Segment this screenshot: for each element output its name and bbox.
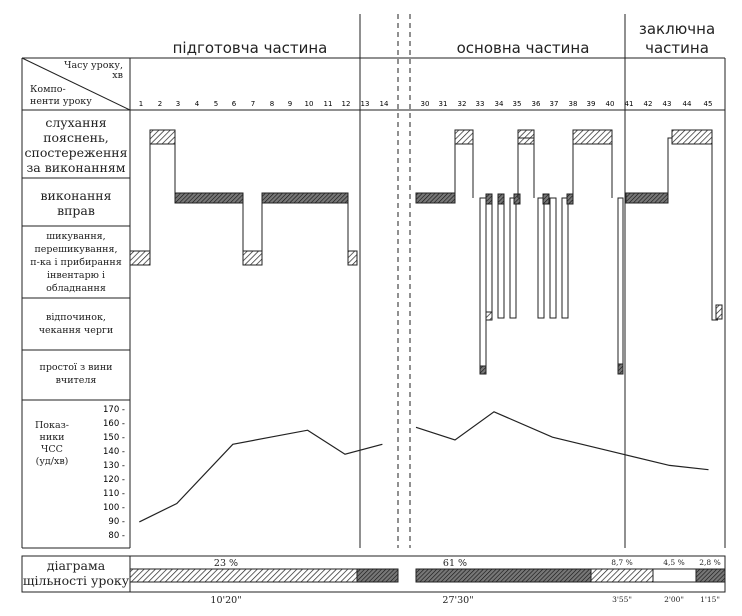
hr-tick-100: 100 - [103, 503, 125, 513]
tick-14: 14 [379, 100, 389, 108]
tick-6: 6 [231, 100, 237, 108]
hr-axis [103, 405, 125, 541]
exercise-block-3 [416, 193, 455, 203]
density-time-c: 1'15" [700, 595, 720, 604]
tick-44: 44 [682, 100, 692, 108]
hr-tick-140: 140 - [103, 447, 125, 457]
density-bar-c [696, 569, 725, 582]
section-main: основна частина [456, 39, 590, 57]
density-label-1: діаграма [46, 558, 106, 573]
density-pct-prep: 23 % [213, 558, 239, 569]
tick-39: 39 [586, 100, 596, 108]
tick-12: 12 [341, 100, 351, 108]
tick-7: 7 [250, 100, 256, 108]
row-rest-label [39, 312, 113, 336]
hr-tick-90: 90 - [108, 517, 125, 527]
corner-components-label: Компо- [30, 84, 66, 95]
svg-text:ники: ники [39, 432, 65, 443]
section-final-line1: заключна [638, 20, 716, 38]
tick-35: 35 [512, 100, 522, 108]
tick-13: 13 [360, 100, 370, 108]
tick-4: 4 [194, 100, 200, 108]
activity-timeline-right [416, 130, 722, 374]
break-lines [398, 14, 410, 548]
row-hr-label [35, 420, 69, 467]
section-final-line2: частина [645, 39, 709, 57]
tick-5: 5 [213, 100, 219, 108]
density-time-main: 27'30" [442, 595, 474, 606]
svg-text:(уд/хв): (уд/хв) [35, 456, 69, 467]
tick-37: 37 [549, 100, 559, 108]
corner-components-label2: ненти уроку [30, 96, 92, 107]
svg-text:пояснень,: пояснень, [43, 130, 109, 145]
tick-3: 3 [175, 100, 181, 108]
svg-text:Показ-: Показ- [35, 420, 69, 431]
svg-text:вчителя: вчителя [55, 375, 97, 386]
svg-text:шикування,: шикування, [46, 231, 106, 242]
svg-text:чекання черги: чекання черги [38, 325, 114, 336]
hr-tick-110: 110 - [103, 489, 125, 499]
hr-tick-150: 150 - [103, 433, 125, 443]
density-label-2: щільності уроку [22, 573, 130, 588]
svg-text:вправ: вправ [57, 203, 95, 218]
svg-text:ЧСС: ЧСС [41, 444, 63, 455]
density-pct-a: 8,7 % [611, 558, 633, 567]
density-bar-a [591, 569, 653, 582]
hr-tick-80: 80 - [108, 531, 125, 541]
density-time-b: 2'00" [664, 595, 684, 604]
tick-42: 42 [643, 100, 653, 108]
svg-text:простої з вини: простої з вини [39, 362, 113, 373]
hr-chart [139, 412, 708, 522]
row-listening-label [24, 115, 127, 175]
tick-10: 10 [304, 100, 314, 108]
formation-block-2 [243, 251, 262, 265]
tick-33: 33 [475, 100, 485, 108]
density-pct-c: 2,8 % [699, 558, 721, 567]
tick-8: 8 [269, 100, 275, 108]
svg-text:відпочинок,: відпочинок, [46, 312, 106, 323]
density-bar-main [416, 569, 591, 582]
tick-34: 34 [494, 100, 504, 108]
tick-2: 2 [157, 100, 163, 108]
tick-43: 43 [662, 100, 672, 108]
density-pct-b: 4,5 % [663, 558, 685, 567]
section-preparatory: підготовча частина [172, 39, 328, 57]
density-time-a: 3'55" [612, 595, 632, 604]
row-exercises-label [40, 188, 111, 218]
tick-11: 11 [323, 100, 333, 108]
corner-time-unit: хв [112, 70, 123, 81]
listening-block-4 [672, 130, 712, 144]
tick-36: 36 [531, 100, 541, 108]
tick-1: 1 [138, 100, 144, 108]
tick-32: 32 [457, 100, 467, 108]
density-time-prep: 10'20" [210, 595, 242, 606]
hr-series-line-2 [416, 412, 709, 470]
tick-30: 30 [420, 100, 430, 108]
listening-block-3 [573, 130, 612, 144]
svg-text:виконання: виконання [40, 188, 112, 203]
density-bar-b [653, 569, 696, 582]
listening-block-2 [455, 130, 473, 144]
tick-9: 9 [287, 100, 293, 108]
svg-text:спостереження: спостереження [24, 145, 128, 160]
exercise-block-4 [626, 193, 668, 203]
tick-31: 31 [438, 100, 448, 108]
hr-tick-160: 160 - [103, 419, 125, 429]
svg-text:інвентарю і: інвентарю і [46, 270, 106, 281]
hr-series-line-1 [139, 430, 382, 522]
svg-text:обладнання: обладнання [46, 283, 106, 294]
svg-text:слухання: слухання [45, 115, 107, 130]
tick-41: 41 [624, 100, 634, 108]
activity-timeline-left [130, 130, 357, 265]
tick-38: 38 [568, 100, 578, 108]
row-formation-label [30, 231, 121, 294]
hr-tick-120: 120 - [103, 475, 125, 485]
row-idle-label [39, 362, 112, 386]
corner-time-label: Часу уроку, [64, 60, 123, 71]
hr-tick-170: 170 - [103, 405, 125, 415]
tick-45: 45 [703, 100, 713, 108]
hr-tick-130: 130 - [103, 461, 125, 471]
density-pct-main: 61 % [442, 558, 468, 569]
formation-block-1 [130, 251, 150, 265]
listening-block-1 [150, 130, 175, 144]
minute-ticks [139, 100, 713, 108]
tick-40: 40 [605, 100, 615, 108]
exercise-block-1 [175, 193, 243, 203]
svg-text:за виконанням: за виконанням [26, 160, 126, 175]
density-bar-prep-end [357, 569, 398, 582]
exercise-block-2 [262, 193, 348, 203]
formation-block-3 [348, 251, 357, 265]
svg-text:п-ка і прибирання: п-ка і прибирання [30, 257, 122, 268]
svg-text:перешикування,: перешикування, [34, 244, 118, 255]
